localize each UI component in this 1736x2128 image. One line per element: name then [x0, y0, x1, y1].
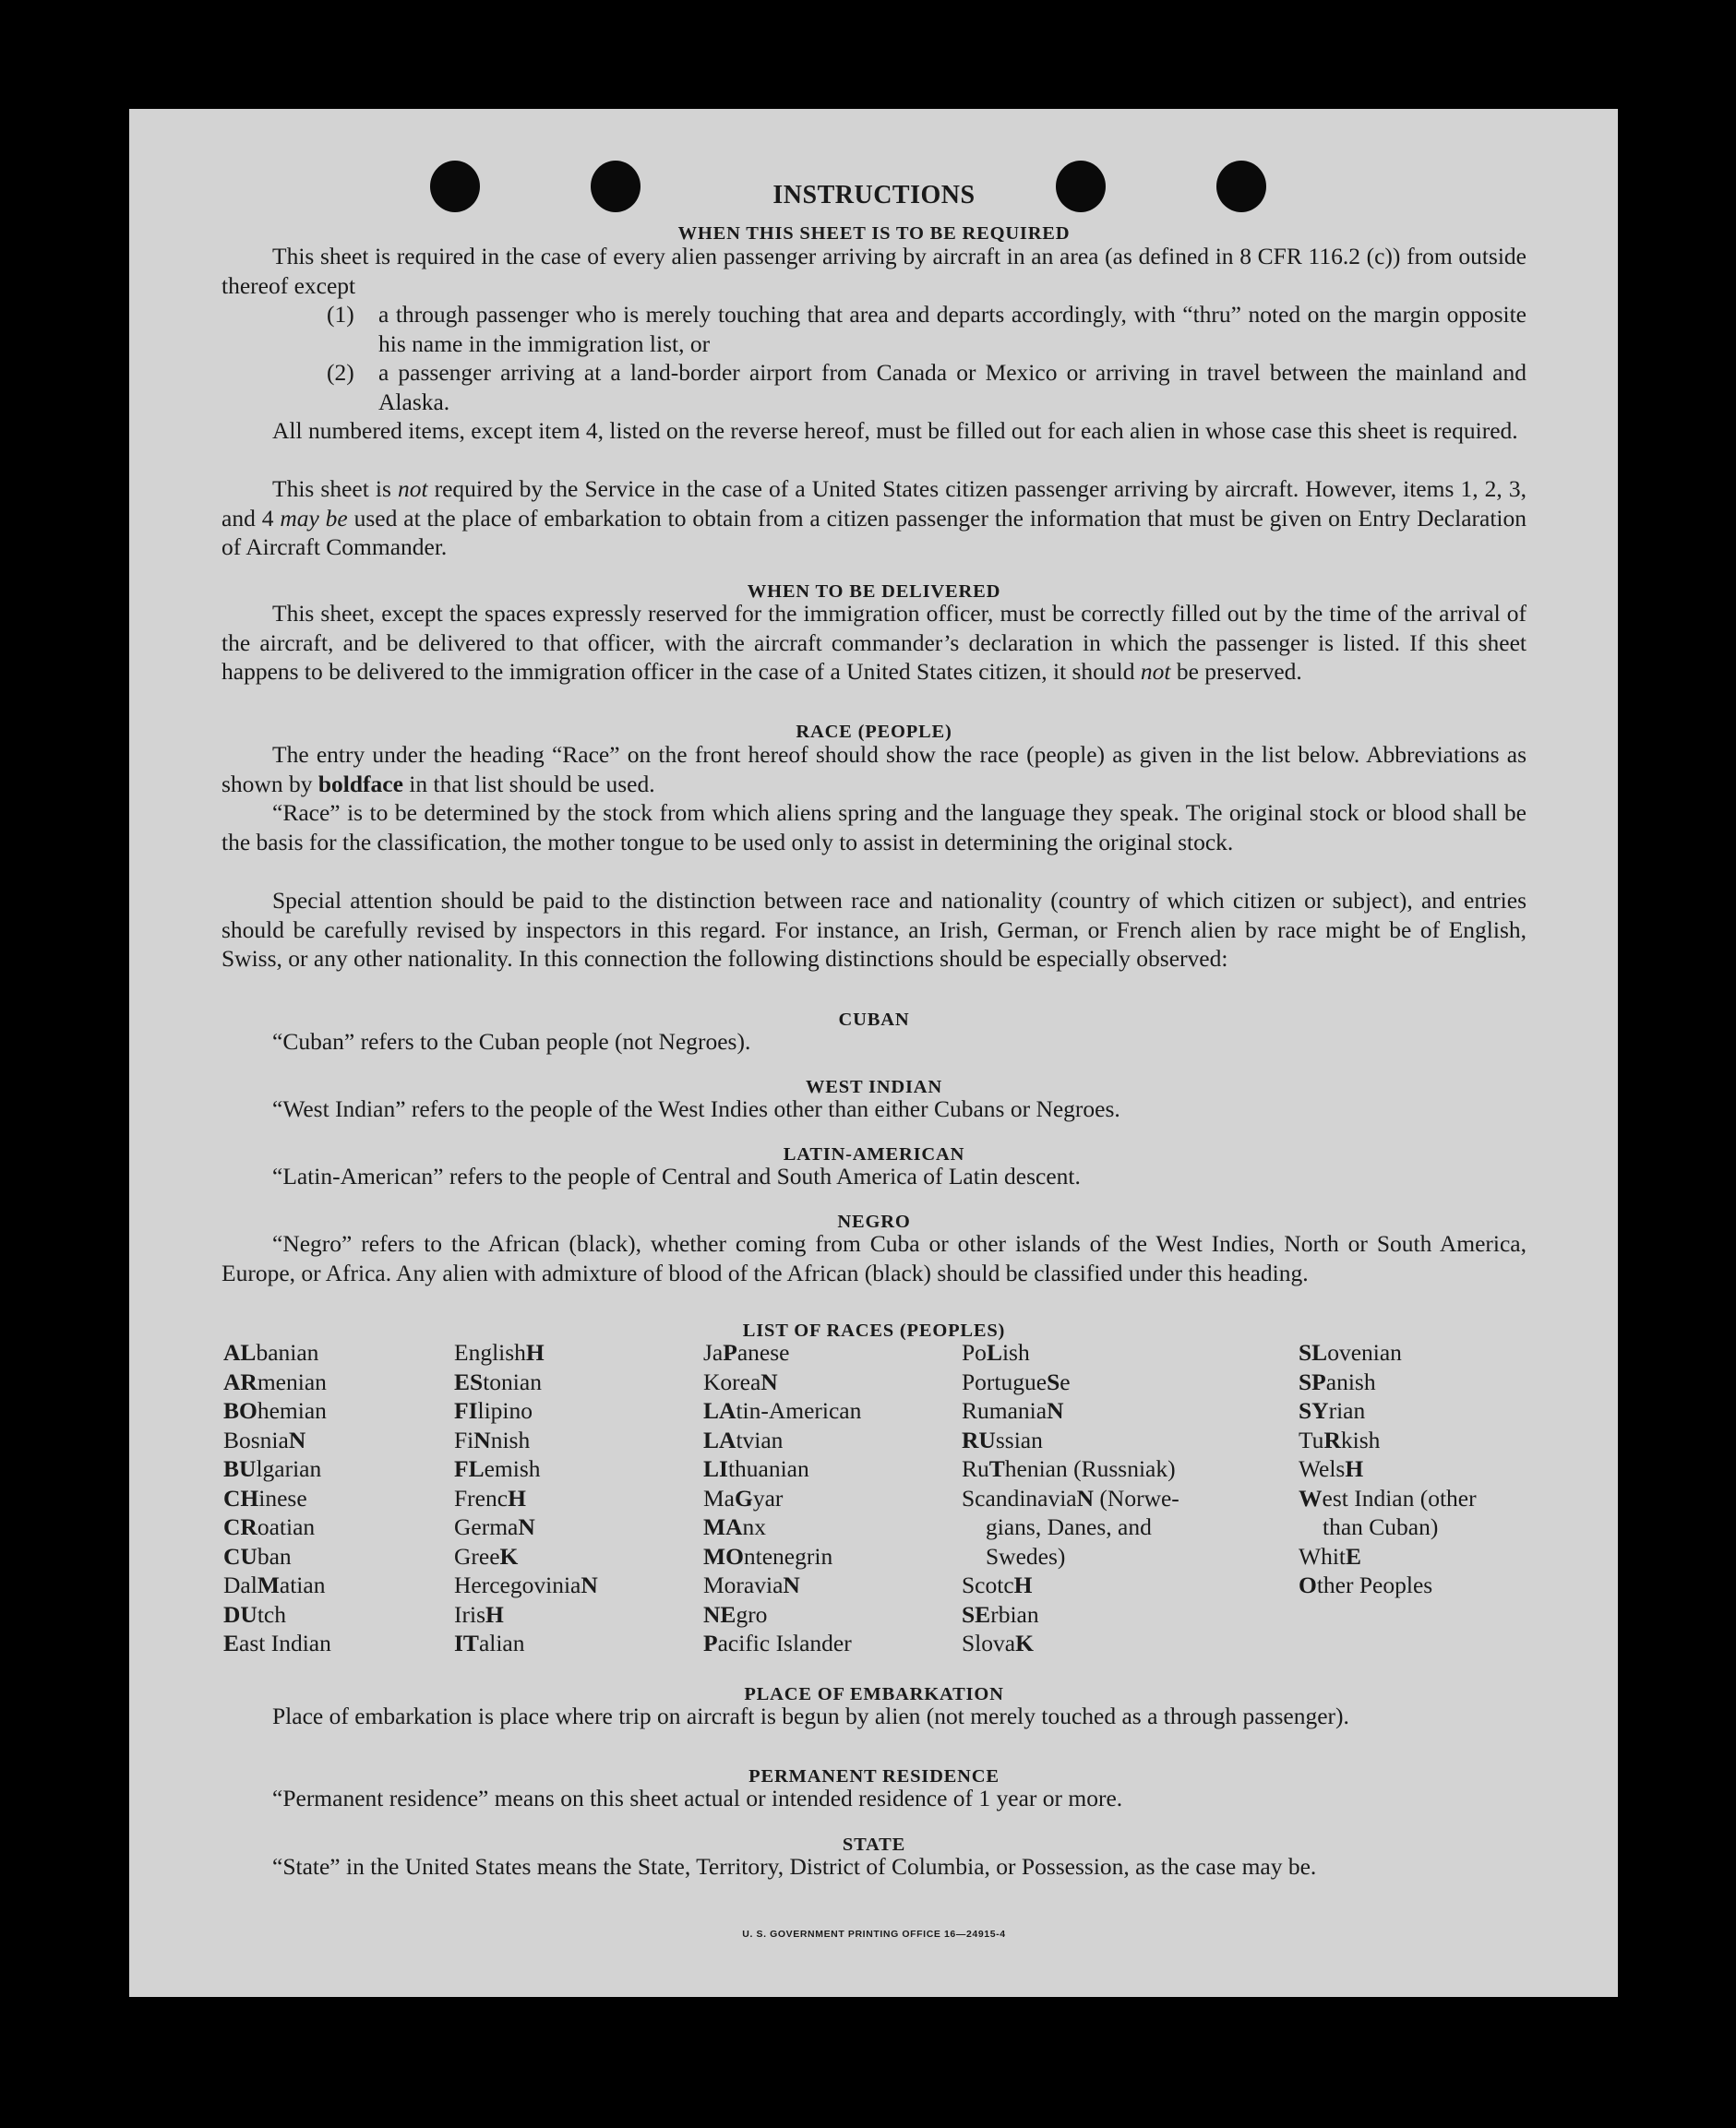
heading-when-required: WHEN THIS SHEET IS TO BE REQUIRED [677, 223, 1071, 244]
race-entry: SlovaK [962, 1630, 1034, 1656]
race-entry: FLemish [454, 1455, 541, 1482]
paragraph-cuban: “Cuban” refers to the Cuban people (not Negroes). [272, 1028, 751, 1055]
document-sheet [129, 109, 1618, 1997]
races-column-1 [223, 1338, 331, 1658]
race-entry: CHinese [223, 1484, 307, 1512]
paragraph-west-indian: “West Indian” refers to the people of the West Indies other than either Cubans or Negroes. [272, 1095, 1120, 1122]
race-entry: WelsH [1299, 1455, 1364, 1482]
race-entry: HercegoviniaN [454, 1572, 598, 1598]
race-entry: Pacific Islander [703, 1630, 852, 1656]
race-entry: KoreaN [703, 1368, 778, 1395]
paragraph-delivered: This sheet, except the spaces expressly reserved for the immigration officer, must be correctly filled out by the time of the arrival of the aircraft, and be delivered to that officer, with the aircraft commander’s declaration in which the passenger is listed. If this sheet happens to be delivered to the immigration officer in the case of a United States citizen, it should not be preserved. [221, 600, 1526, 685]
heading-race: RACE (PEOPLE) [796, 722, 952, 742]
heading-latin-american: LATIN-AMERICAN [783, 1144, 965, 1165]
race-entry: BosniaN [223, 1426, 306, 1453]
paragraph-embarkation: Place of embarkation is place where trip on aircraft is begun by alien (not merely touched as a through passenger). [272, 1703, 1349, 1729]
race-entry: Swedes) [986, 1542, 1066, 1570]
paragraph-race-stock: “Race” is to be determined by the stock from which aliens spring and the language they speak. The original stock or blood shall be the basis for the classification, the mother tongue to be used only to assist in determining the original stock. [221, 799, 1526, 855]
race-entry: RumaniaN [962, 1397, 1064, 1424]
race-entry: than Cuban) [1323, 1513, 1439, 1540]
printing-office-footer: U. S. GOVERNMENT PRINTING OFFICE 16—24915-4 [742, 1929, 1006, 1940]
heading-cuban: CUBAN [838, 1010, 910, 1030]
race-entry: BOhemian [223, 1397, 327, 1424]
race-entry: MaGyar [703, 1484, 784, 1512]
heading-place-of-embarkation: PLACE OF EMBARKATION [744, 1684, 1004, 1704]
race-entry: GreeK [454, 1542, 519, 1570]
race-entry: LAtvian [703, 1426, 784, 1453]
race-entry: CRoatian [223, 1513, 316, 1540]
race-entry: EnglishH [454, 1339, 545, 1366]
heading-negro: NEGRO [837, 1212, 911, 1232]
heading-west-indian: WEST INDIAN [806, 1077, 942, 1097]
race-entry: SPanish [1299, 1368, 1376, 1395]
race-entry: DalMatian [223, 1572, 326, 1598]
heading-list-of-races: LIST OF RACES (PEOPLES) [742, 1321, 1006, 1341]
race-entry: gians, Danes, and [986, 1513, 1152, 1540]
races-list [221, 1338, 1526, 1670]
race-entry: GermaN [454, 1513, 535, 1540]
heading-state: STATE [842, 1835, 906, 1855]
paragraph-race-entry: The entry under the heading “Race” on the front hereof should show the race (people) as given in the list below. Abbreviations as shown by boldface in that list should be used. [221, 741, 1526, 797]
paragraph-residence: “Permanent residence” means on this sheet actual or intended residence of 1 year or more. [272, 1785, 1123, 1811]
paragraph-citizen: This sheet is not required by the Service in the case of a United States citizen passenger arriving by aircraft. However, items 1, 2, 3, and 4 may be used at the place of embarkation to obtain from a citizen passenger the information that must be given on Entry Declaration of Aircraft Commander. [221, 475, 1527, 560]
race-entry: SYrian [1299, 1397, 1366, 1424]
race-entry: CUban [223, 1542, 292, 1570]
paragraph-state: “State” in the United States means the State, Territory, District of Columbia, or Possession, as the case may be. [272, 1853, 1317, 1880]
races-column-3 [703, 1338, 861, 1658]
heading-when-delivered: WHEN TO BE DELIVERED [747, 581, 1001, 602]
race-entry: FrencH [454, 1484, 526, 1512]
race-entry: PortugueSe [962, 1368, 1071, 1395]
races-column-5 [1299, 1338, 1477, 1600]
race-entry: RuThenian (Russniak) [962, 1455, 1176, 1482]
race-entry: JaPanese [703, 1339, 790, 1366]
race-entry: ScandinaviaN (Norwe- [962, 1484, 1179, 1512]
race-entry: LIthuanian [703, 1455, 809, 1482]
race-entry: LAtin-American [703, 1397, 862, 1424]
page-title: INSTRUCTIONS [772, 181, 976, 209]
race-entry: IrisH [454, 1600, 504, 1628]
race-entry: SErbian [962, 1600, 1039, 1628]
exception-text: a passenger arriving at a land-border airport from Canada or Mexico or arriving in travel between the mainland and Alaska. [378, 359, 1526, 415]
exception-number: (1) [327, 301, 354, 328]
paragraph-numbered-items: All numbered items, except item 4, listed on the reverse hereof, must be filled out for each alien in whose case this sheet is required. [272, 417, 1518, 444]
race-entry: RUssian [962, 1426, 1043, 1453]
paragraph-latin-american: “Latin-American” refers to the people of Central and South America of Latin descent. [272, 1163, 1081, 1190]
exception-text: a through passenger who is merely touching that area and departs accordingly, with “thru” noted on the margin opposite his name in the immigration list, or [378, 301, 1526, 357]
paragraph-required-intro: This sheet is required in the case of every alien passenger arriving by aircraft in an area (as defined in 8 CFR 116.2 (c)) from outside thereof except [221, 243, 1526, 299]
race-entry: DUtch [223, 1600, 286, 1628]
race-entry: TuRkish [1299, 1426, 1381, 1453]
race-entry: ScotcH [962, 1572, 1033, 1598]
race-entry: FiNnish [454, 1426, 531, 1453]
race-entry: MOntenegrin [703, 1542, 833, 1570]
race-entry: NEgro [703, 1600, 768, 1628]
race-entry: East Indian [223, 1630, 331, 1656]
race-entry: Other Peoples [1299, 1572, 1433, 1598]
paragraph-race-nationality: Special attention should be paid to the distinction between race and nationality (country of which citizen or subject), and entries should be carefully revised by inspectors in this regard. For instance, an Irish, German, or French alien by race might be of English, Swiss, or any other nationality. In this connection the following distinctions should be especially observed: [221, 887, 1526, 972]
race-entry: PoLish [962, 1339, 1030, 1366]
exception-number: (2) [327, 359, 354, 386]
races-column-2 [454, 1338, 598, 1658]
race-entry: ARmenian [223, 1368, 327, 1395]
race-entry: WhitE [1299, 1542, 1362, 1570]
paragraph-negro: “Negro” refers to the African (black), whether coming from Cuba or other islands of the West Indies, North or South America, Europe, or Africa. Any alien with admixture of blood of the African (black) should be classified under this heading. [221, 1230, 1526, 1286]
race-entry: EStonian [454, 1368, 542, 1395]
race-entry: MoraviaN [703, 1572, 800, 1598]
race-entry: MAnx [703, 1513, 766, 1540]
race-entry: BUlgarian [223, 1455, 322, 1482]
heading-permanent-residence: PERMANENT RESIDENCE [748, 1766, 1000, 1787]
race-entry: ITalian [454, 1630, 525, 1656]
race-entry: West Indian (other [1299, 1484, 1477, 1512]
race-entry: FIlipino [454, 1397, 533, 1424]
race-entry: SLovenian [1299, 1339, 1402, 1366]
races-column-4 [962, 1338, 1179, 1658]
race-entry: ALbanian [223, 1339, 319, 1366]
